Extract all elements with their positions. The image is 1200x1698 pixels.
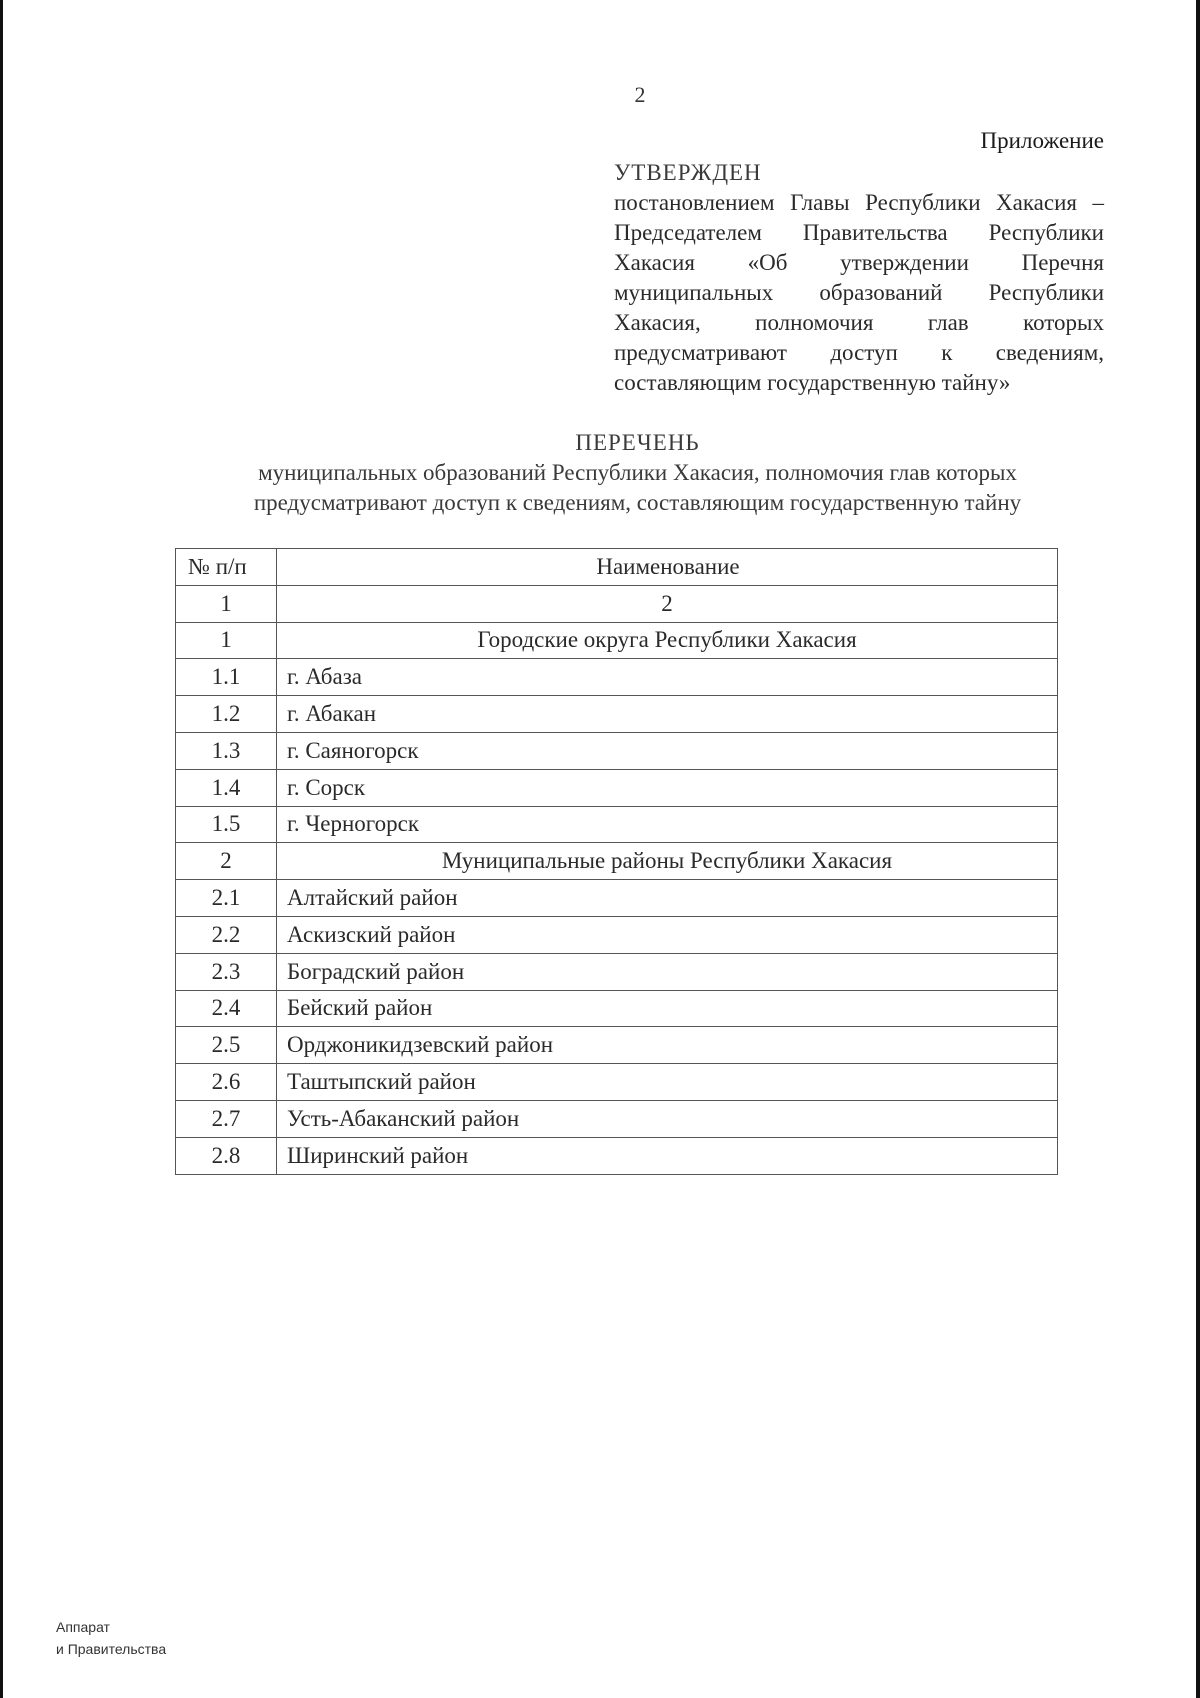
table-row (176, 659, 1058, 696)
header-name: Наименование (277, 549, 1058, 586)
row-number: 2.7 (176, 1100, 277, 1137)
table-row (176, 990, 1058, 1027)
section-number: 2 (176, 843, 277, 880)
stamp-line-1: Аппарат (56, 1619, 110, 1635)
table-row (176, 769, 1058, 806)
list-title-block (170, 428, 1105, 518)
column-number-row (176, 585, 1058, 622)
table-row (176, 953, 1058, 990)
appendix-label: Приложение (980, 128, 1104, 153)
municipal-units-table (175, 548, 1058, 1175)
column-number-2: 2 (277, 585, 1058, 622)
stamp-line-2: и Правительства (56, 1641, 167, 1657)
row-name: Ширинский район (277, 1137, 1058, 1174)
row-number: 1.4 (176, 769, 277, 806)
stamp-text (56, 1616, 166, 1660)
table-row (176, 916, 1058, 953)
row-name: Боградский район (277, 953, 1058, 990)
table-header-row (176, 549, 1058, 586)
section-row (176, 843, 1058, 880)
table-row (176, 732, 1058, 769)
row-number: 2.1 (176, 880, 277, 917)
row-name: Таштыпский район (277, 1064, 1058, 1101)
section-row (176, 622, 1058, 659)
table-row (176, 1100, 1058, 1137)
approval-text: постановлением Главы Республики Хакасия – Председателем Правительства Республики Хакасия «Об утверждении Перечня муниципальных образований Республики Хакасия, полномочия глав которых предусматривают доступ к сведениям, составляющим государственную тайну» (614, 190, 1104, 395)
column-number-1: 1 (176, 585, 277, 622)
row-number: 2.8 (176, 1137, 277, 1174)
list-subtitle: муниципальных образований Республики Хакасия, полномочия глав которых предусматривают доступ к сведениям, составляющим государственную тайну (253, 460, 1022, 515)
row-name: Орджоникидзевский район (277, 1027, 1058, 1064)
table-row (176, 1027, 1058, 1064)
row-number: 2.2 (176, 916, 277, 953)
row-name: Усть-Абаканский район (277, 1100, 1058, 1137)
section-title: Городские округа Республики Хакасия (277, 622, 1058, 659)
section-title: Муниципальные районы Республики Хакасия (277, 843, 1058, 880)
row-number: 1.1 (176, 659, 277, 696)
row-number: 1.5 (176, 806, 277, 843)
row-number: 2.6 (176, 1064, 277, 1101)
row-name: г. Абакан (277, 696, 1058, 733)
row-number: 1.3 (176, 732, 277, 769)
row-name: Аскизский район (277, 916, 1058, 953)
list-title: ПЕРЕЧЕНЬ (575, 430, 700, 455)
row-name: Алтайский район (277, 880, 1058, 917)
table-row (176, 880, 1058, 917)
header-number: № п/п (176, 549, 277, 586)
scan-edge-left (0, 0, 3, 1698)
row-number: 1.2 (176, 696, 277, 733)
approval-heading: УТВЕРЖДЕН (614, 160, 762, 185)
row-name: г. Абаза (277, 659, 1058, 696)
row-name: г. Саяногорск (277, 732, 1058, 769)
row-number: 2.5 (176, 1027, 277, 1064)
row-name: Бейский район (277, 990, 1058, 1027)
row-name: г. Сорск (277, 769, 1058, 806)
table-row (176, 1064, 1058, 1101)
scan-edge-right (1196, 0, 1200, 1698)
row-name: г. Черногорск (277, 806, 1058, 843)
table-row (176, 1137, 1058, 1174)
row-number: 2.4 (176, 990, 277, 1027)
table-row (176, 806, 1058, 843)
page-number: 2 (634, 82, 646, 107)
approval-block (614, 158, 1104, 398)
row-number: 2.3 (176, 953, 277, 990)
section-number: 1 (176, 622, 277, 659)
table-row (176, 696, 1058, 733)
